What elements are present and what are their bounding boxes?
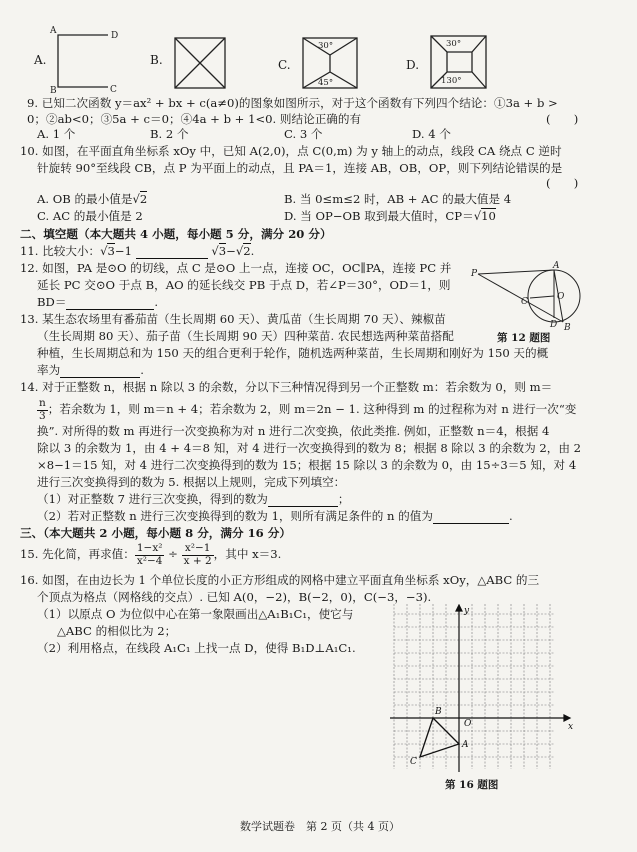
q10-choice-d-radicand: 10	[481, 209, 496, 223]
q14-sub2-answer-blank[interactable]	[433, 512, 509, 524]
q14-sub1-answer-blank[interactable]	[268, 495, 338, 507]
q11-radicand-2: 3	[218, 244, 227, 258]
q13-line2: （生长周期 80 天）、茄子苗（生长周期 90 天）四种菜苗. 农民想选两种菜苗搭配	[37, 329, 454, 343]
q14-sub1	[37, 493, 349, 507]
q11-minus-one: −1	[114, 244, 132, 258]
q14-sub1-end: ；	[337, 492, 350, 506]
option-a-label: A.	[34, 53, 47, 67]
q15-f1-den: x²−4	[136, 554, 163, 567]
q14-sub1-text: （1）对正整数 7 进行三次变换，得到的数为	[37, 492, 268, 506]
option-b-lines	[175, 38, 225, 88]
q13-line4-end: .	[140, 363, 144, 377]
q12-line3	[37, 296, 158, 310]
q12-figure	[470, 258, 585, 333]
q12-line1: 12. 如图，PA 是⊙O 的切线，点 C 是⊙O 上一点，连接 OC，OC∥PA，连接 PC 并	[20, 261, 452, 275]
q15-f2-den: x + 2	[183, 554, 212, 567]
q11-radicand-1: 3	[107, 244, 115, 258]
option-a-point-d: D	[111, 31, 119, 41]
q12-label-o: O	[557, 292, 565, 302]
q14-line4: 除以 3 的余数为 1，由 4 + 4＝8 知，对 4 进行一次变换得到的数为 8；根据 8 除以 3 的余数为 2，由 2	[37, 441, 582, 455]
q11-end: .	[250, 244, 255, 258]
q14-frac-den: 3	[39, 409, 46, 422]
q9-choice-b: B. 2 个	[150, 127, 189, 141]
option-diagrams-svg	[0, 0, 637, 95]
option-c-angle-30: 30°	[318, 41, 334, 51]
q12-caption: 第 12 题图	[497, 332, 551, 344]
q13-line3: 种植，生长周期总和为 150 天的组合更利于轮作，随机选两种菜苗，生长周期和刚好为 150 天的概	[37, 346, 549, 360]
q16-line2: 个顶点为格点（网格线的交点）. 已知 A(0，−2)，B(−2，0)，C(−3，−3).	[37, 590, 432, 604]
q14-line2	[37, 398, 576, 422]
q14-frac-num: n	[39, 397, 46, 409]
option-d-angle-130: 130°	[441, 76, 462, 86]
q12-answer-blank[interactable]	[66, 298, 154, 310]
q13-line4-text: 率为	[37, 363, 61, 377]
q12-label-b: B	[564, 323, 571, 333]
q14-fraction-n-over-3	[37, 398, 48, 422]
q16-caption: 第 16 题图	[445, 779, 499, 791]
q10-choice-a-text: A. OB 的最小值是	[37, 192, 133, 206]
q16-label-y: y	[464, 606, 470, 616]
option-diagrams	[0, 0, 637, 95]
option-a-point-a: A	[50, 26, 57, 36]
q10-choice-d: D. 当 OP−OB 取到最大值时，CP＝√10	[284, 209, 496, 223]
q16-axes	[390, 605, 570, 772]
option-d-angle-30: 30°	[446, 39, 462, 49]
question-11: 11. 比较大小：√3−1 √3−√2.	[20, 244, 255, 258]
option-c-label: C.	[278, 58, 291, 72]
q16-sub1b: △ABC 的相似比为 2；	[57, 624, 177, 638]
q16-triangle-abc	[420, 718, 459, 757]
q15-postfix: ，其中 x＝3.	[213, 547, 282, 562]
q9-line1: 9. 已知二次函数 y＝ax² + bx + c(a≠0)的图象如图所示，对于这个函数有下列四个结论：①3a + b >	[27, 96, 558, 110]
question-15	[20, 543, 281, 567]
q14-line6: 进行三次变换得到的数为 5. 根据以上规则，完成下列填空：	[37, 475, 346, 489]
q15-f1-num: 1−x²	[136, 542, 163, 554]
q10-line2: 针旋转 90°至线段 CB，点 P 为平面上的动点，且 PA＝1，连接 AB，OB，OP，则下列结论错误的是	[37, 161, 563, 175]
q13-answer-blank[interactable]	[60, 366, 140, 378]
q16-sub1a: （1）以原点 O 为位似中心在第一象限画出△A₁B₁C₁，使它与	[37, 607, 354, 621]
option-b-label: B.	[150, 53, 163, 67]
q9-choice-a: A. 1 个	[37, 127, 76, 141]
q16-label-a: A	[462, 740, 469, 750]
q12-label-p: P	[471, 269, 478, 279]
q15-f2-num: x²−1	[182, 543, 214, 556]
q10-choice-a-radicand: 2	[139, 192, 148, 206]
q11-radicand-3: 2	[243, 244, 251, 258]
q16-sub2: （2）利用格点，在线段 A₁C₁ 上找一点 D，使得 B₁D⊥A₁C₁.	[37, 641, 356, 655]
q16-grid-lines	[394, 604, 555, 769]
option-a-point-b: B	[50, 86, 57, 95]
q12-line3-end: .	[154, 295, 159, 309]
q12-line2: 延长 PC 交⊙O 于点 B，AO 的延长线交 PB 于点 D，若∠P＝30°，OD＝1，则	[37, 278, 451, 292]
option-a-point-c: C	[110, 85, 117, 95]
q14-line2-text: ；若余数为 1，则 m＝n + 4；若余数为 2，则 m＝2n − 1. 这种得到 m 的过程称为对 n 进行一次“变	[47, 402, 577, 417]
page-footer: 数学试题卷 第 2 页（共 4 页）	[240, 820, 400, 833]
q14-sub2	[37, 510, 513, 524]
q11-answer-blank[interactable]	[136, 247, 208, 259]
q11-prefix: 11. 比较大小：	[20, 244, 101, 258]
q9-answer-paren: ( )	[546, 112, 579, 126]
q10-answer-paren: ( )	[546, 176, 579, 190]
q15-divide: ÷	[168, 547, 178, 562]
q14-line5: ×8−1＝15 知，对 4 进行二次变换得到的数为 15；根据 15 除以 3 的余数为 0，由 15÷3＝5 知，对 4	[37, 458, 577, 472]
q10-choice-a: A. OB 的最小值是√2	[37, 192, 148, 206]
q12-label-c: C	[521, 297, 528, 307]
q10-choice-c: C. AC 的最小值是 2	[37, 209, 143, 223]
q14-line1: 14. 对于正整数 n，根据 n 除以 3 的余数，分以下三种情况得到另一个正整数 m：若余数为 0，则 m＝	[20, 380, 553, 394]
q12-line3-text: BD＝	[37, 295, 67, 309]
q15-prefix: 15. 先化简，再求值：	[20, 547, 135, 562]
q10-choice-b: B. 当 0≤m≤2 时，AB + AC 的最大值是 4	[284, 192, 512, 206]
q12-label-a: A	[553, 261, 560, 271]
section-2-heading: 二、填空题（本大题共 4 小题，每小题 5 分，满分 20 分）	[20, 227, 332, 241]
option-c-angle-45: 45°	[318, 78, 334, 88]
q16-grid-figure	[380, 604, 580, 779]
q12-label-d: D	[550, 320, 558, 330]
q16-line1: 16. 如图，在由边长为 1 个单位长度的小正方形组成的网格中建立平面直角坐标系 xOy，△ABC 的三	[20, 573, 540, 587]
q13-line4	[37, 364, 144, 378]
q16-label-o: O	[464, 719, 472, 729]
section-3-heading: 三、（本大题共 2 小题，每小题 8 分，满分 16 分）	[20, 526, 291, 540]
q10-choice-d-text: D. 当 OP−OB 取到最大值时，CP＝	[284, 209, 474, 223]
q14-line3: 换”. 对所得的数 m 再进行一次变换称为对 n 进行二次变换，依此类推. 例如，正整数 n＝4，根据 4	[37, 424, 550, 438]
q15-fraction-2	[182, 543, 214, 567]
q14-sub2-text: （2）若对正整数 n 进行三次变换得到的数为 1，则所有满足条件的 n 的值为	[37, 509, 433, 523]
q16-label-c: C	[410, 757, 417, 767]
q15-fraction-1	[135, 543, 165, 567]
q16-label-b: B	[435, 707, 442, 717]
q11-minus: −	[226, 244, 236, 258]
q14-sub2-end: .	[508, 509, 513, 523]
q12-line-oc	[530, 296, 554, 298]
q9-choice-c: C. 3 个	[284, 127, 323, 141]
q12-tangent-pa	[478, 270, 554, 274]
option-d-label: D.	[406, 58, 420, 72]
q13-line1: 13. 某生态农场里有番茄苗（生长周期 60 天）、黄瓜苗（生长周期 70 天）、辣椒苗	[20, 312, 446, 326]
q10-line1: 10. 如图，在平面直角坐标系 xOy 中，已知 A(2,0)，点 C(0,m) 为 y 轴上的动点，线段 CA 绕点 C 逆时	[20, 144, 562, 158]
q9-choice-d: D. 4 个	[412, 127, 451, 141]
option-a-shape	[58, 35, 108, 87]
q9-line2: 0；②ab<0；③5a + c＝0；④4a + b + 1<0. 则结论正确的有	[27, 112, 362, 126]
q16-label-x: x	[568, 722, 574, 732]
